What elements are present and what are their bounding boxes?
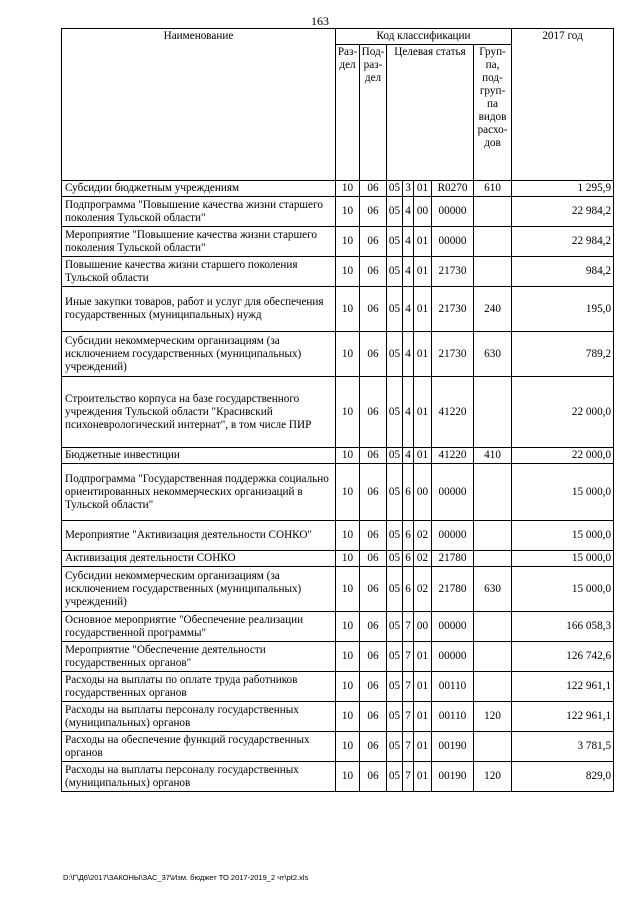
row-subsection: 06	[360, 551, 387, 567]
row-target-subprogram: 4	[403, 197, 414, 227]
header-row-1	[62, 29, 614, 45]
row-section: 10	[336, 287, 360, 332]
row-amount: 122 961,1	[512, 672, 614, 702]
row-target-program: 05	[387, 762, 403, 792]
table-row	[62, 762, 614, 792]
row-target-subprogram: 4	[403, 448, 414, 464]
row-target-direction: 00000	[432, 521, 474, 551]
header-section: Раз- дел	[336, 45, 360, 181]
row-target-direction: 00000	[432, 197, 474, 227]
row-target-program: 05	[387, 448, 403, 464]
row-target-direction: 41220	[432, 448, 474, 464]
file-path-footer: D:\Г\Д6\2017\ЗАКОНЫ\ЗАС_37\Изм. бюджет ТО 2017-2019_2 чт\pt2.xls	[63, 873, 309, 882]
row-expense-type	[474, 612, 512, 642]
row-amount: 15 000,0	[512, 521, 614, 551]
row-target-program: 05	[387, 287, 403, 332]
row-amount: 3 781,5	[512, 732, 614, 762]
row-target-subprogram: 7	[403, 612, 414, 642]
table-row	[62, 464, 614, 521]
row-expense-type: 120	[474, 702, 512, 732]
row-target-program: 05	[387, 332, 403, 377]
row-name: Субсидии некоммерческим организациям (за исключением государственных (муниципальных) учреждений)	[62, 332, 336, 377]
row-target-direction: 41220	[432, 377, 474, 448]
table-row	[62, 551, 614, 567]
row-target-event: 01	[414, 448, 432, 464]
row-target-program: 05	[387, 197, 403, 227]
row-amount: 195,0	[512, 287, 614, 332]
row-target-direction: 00000	[432, 464, 474, 521]
header-name: Наименование	[62, 29, 336, 181]
row-subsection: 06	[360, 702, 387, 732]
row-subsection: 06	[360, 332, 387, 377]
row-amount: 22 984,2	[512, 227, 614, 257]
row-amount: 789,2	[512, 332, 614, 377]
row-subsection: 06	[360, 672, 387, 702]
row-amount: 22 000,0	[512, 448, 614, 464]
row-target-program: 05	[387, 672, 403, 702]
row-target-program: 05	[387, 732, 403, 762]
table-row	[62, 642, 614, 672]
row-target-event: 01	[414, 642, 432, 672]
row-subsection: 06	[360, 642, 387, 672]
row-expense-type: 240	[474, 287, 512, 332]
row-target-direction: 00000	[432, 227, 474, 257]
page-number: 163	[311, 14, 329, 28]
row-target-program: 05	[387, 377, 403, 448]
table-row	[62, 287, 614, 332]
row-target-direction: 00110	[432, 672, 474, 702]
row-target-event: 01	[414, 702, 432, 732]
row-section: 10	[336, 702, 360, 732]
row-target-direction: R0270	[432, 181, 474, 197]
row-target-direction: 00000	[432, 642, 474, 672]
row-name: Субсидии бюджетным учреждениям	[62, 181, 336, 197]
row-subsection: 06	[360, 257, 387, 287]
row-subsection: 06	[360, 521, 387, 551]
row-target-program: 05	[387, 642, 403, 672]
row-section: 10	[336, 448, 360, 464]
row-subsection: 06	[360, 732, 387, 762]
row-target-program: 05	[387, 551, 403, 567]
row-target-subprogram: 6	[403, 567, 414, 612]
row-target-event: 00	[414, 464, 432, 521]
row-name: Бюджетные инвестиции	[62, 448, 336, 464]
row-expense-type: 410	[474, 448, 512, 464]
table-row	[62, 521, 614, 551]
row-amount: 126 742,6	[512, 642, 614, 672]
row-target-event: 00	[414, 197, 432, 227]
row-target-subprogram: 7	[403, 732, 414, 762]
row-section: 10	[336, 642, 360, 672]
row-name: Мероприятие "Активизация деятельности СОНКО"	[62, 521, 336, 551]
row-amount: 1 295,9	[512, 181, 614, 197]
row-amount: 22 000,0	[512, 377, 614, 448]
row-target-direction: 21780	[432, 551, 474, 567]
row-amount: 22 984,2	[512, 197, 614, 227]
row-section: 10	[336, 551, 360, 567]
row-expense-type	[474, 732, 512, 762]
row-target-direction: 21780	[432, 567, 474, 612]
row-target-program: 05	[387, 257, 403, 287]
row-target-subprogram: 6	[403, 521, 414, 551]
row-subsection: 06	[360, 227, 387, 257]
row-name: Основное мероприятие "Обеспечение реализации государственной программы"	[62, 612, 336, 642]
table-row	[62, 612, 614, 642]
row-target-subprogram: 4	[403, 332, 414, 377]
row-section: 10	[336, 612, 360, 642]
row-target-subprogram: 4	[403, 257, 414, 287]
row-section: 10	[336, 672, 360, 702]
row-subsection: 06	[360, 377, 387, 448]
row-expense-type	[474, 227, 512, 257]
row-expense-type	[474, 642, 512, 672]
row-target-program: 05	[387, 464, 403, 521]
row-expense-type: 630	[474, 567, 512, 612]
table-row	[62, 702, 614, 732]
row-amount: 166 058,3	[512, 612, 614, 642]
row-target-subprogram: 7	[403, 762, 414, 792]
row-target-event: 01	[414, 732, 432, 762]
row-name: Подпрограмма "Государственная поддержка социально ориентированных некоммерческих организаций в Тульской области"	[62, 464, 336, 521]
row-target-event: 01	[414, 332, 432, 377]
row-section: 10	[336, 377, 360, 448]
row-target-subprogram: 6	[403, 464, 414, 521]
row-name: Строительство корпуса на базе государственного учреждения Тульской области "Красивский психоневрологический интернат", в том числе ПИР	[62, 377, 336, 448]
row-target-direction: 00190	[432, 732, 474, 762]
row-amount: 829,0	[512, 762, 614, 792]
row-target-event: 01	[414, 287, 432, 332]
row-section: 10	[336, 567, 360, 612]
budget-table	[61, 28, 614, 792]
row-target-program: 05	[387, 181, 403, 197]
table-row	[62, 332, 614, 377]
row-section: 10	[336, 464, 360, 521]
row-name: Расходы на выплаты по оплате труда работников государственных органов	[62, 672, 336, 702]
row-subsection: 06	[360, 567, 387, 612]
row-target-event: 01	[414, 377, 432, 448]
row-name: Повышение качества жизни старшего поколения Тульской области	[62, 257, 336, 287]
table-row	[62, 257, 614, 287]
header-year: 2017 год	[512, 29, 614, 181]
table-row	[62, 567, 614, 612]
row-target-program: 05	[387, 612, 403, 642]
row-name: Расходы на обеспечение функций государственных органов	[62, 732, 336, 762]
header-target-article: Целевая статья	[387, 45, 474, 181]
row-subsection: 06	[360, 287, 387, 332]
row-target-subprogram: 7	[403, 672, 414, 702]
table-row	[62, 672, 614, 702]
row-name: Мероприятие "Обеспечение деятельности государственных органов"	[62, 642, 336, 672]
row-target-event: 02	[414, 567, 432, 612]
row-target-event: 01	[414, 181, 432, 197]
row-target-direction: 21730	[432, 332, 474, 377]
row-target-event: 01	[414, 762, 432, 792]
row-target-program: 05	[387, 702, 403, 732]
row-amount: 122 961,1	[512, 702, 614, 732]
table-row	[62, 448, 614, 464]
row-target-program: 05	[387, 521, 403, 551]
row-target-direction: 21730	[432, 257, 474, 287]
row-amount: 984,2	[512, 257, 614, 287]
row-name: Расходы на выплаты персоналу государственных (муниципальных) органов	[62, 702, 336, 732]
table-row	[62, 197, 614, 227]
row-section: 10	[336, 181, 360, 197]
row-section: 10	[336, 762, 360, 792]
header-expense-group: Груп- па, под- груп- па видов расхо- дов	[474, 45, 512, 181]
row-target-direction: 00000	[432, 612, 474, 642]
row-name: Субсидии некоммерческим организациям (за исключением государственных (муниципальных) учреждений)	[62, 567, 336, 612]
table-row	[62, 732, 614, 762]
row-section: 10	[336, 332, 360, 377]
row-name: Иные закупки товаров, работ и услуг для обеспечения государственных (муниципальных) нужд	[62, 287, 336, 332]
row-expense-type	[474, 672, 512, 702]
row-expense-type	[474, 257, 512, 287]
table-row	[62, 377, 614, 448]
row-section: 10	[336, 257, 360, 287]
row-target-event: 00	[414, 612, 432, 642]
row-section: 10	[336, 732, 360, 762]
row-target-direction: 00190	[432, 762, 474, 792]
row-target-subprogram: 6	[403, 551, 414, 567]
row-target-event: 02	[414, 521, 432, 551]
row-target-subprogram: 4	[403, 377, 414, 448]
header-subsection: Под- раз- дел	[360, 45, 387, 181]
row-expense-type	[474, 521, 512, 551]
row-subsection: 06	[360, 197, 387, 227]
row-subsection: 06	[360, 464, 387, 521]
row-target-program: 05	[387, 227, 403, 257]
row-target-subprogram: 3	[403, 181, 414, 197]
row-expense-type	[474, 551, 512, 567]
row-expense-type: 630	[474, 332, 512, 377]
row-subsection: 06	[360, 448, 387, 464]
row-target-direction: 21730	[432, 287, 474, 332]
row-target-event: 01	[414, 227, 432, 257]
row-target-event: 01	[414, 672, 432, 702]
row-subsection: 06	[360, 612, 387, 642]
row-section: 10	[336, 521, 360, 551]
row-target-subprogram: 4	[403, 287, 414, 332]
row-target-program: 05	[387, 567, 403, 612]
row-target-subprogram: 7	[403, 702, 414, 732]
table-row	[62, 181, 614, 197]
header-classification-code: Код классификации	[336, 29, 512, 45]
table-row	[62, 227, 614, 257]
row-name: Расходы на выплаты персоналу государственных (муниципальных) органов	[62, 762, 336, 792]
row-target-subprogram: 7	[403, 642, 414, 672]
row-expense-type: 610	[474, 181, 512, 197]
row-target-subprogram: 4	[403, 227, 414, 257]
row-name: Подпрограмма "Повышение качества жизни старшего поколения Тульской области"	[62, 197, 336, 227]
row-name: Активизация деятельности СОНКО	[62, 551, 336, 567]
row-target-direction: 00110	[432, 702, 474, 732]
row-target-event: 01	[414, 257, 432, 287]
row-name: Мероприятие "Повышение качества жизни старшего поколения Тульской области"	[62, 227, 336, 257]
row-subsection: 06	[360, 762, 387, 792]
row-expense-type	[474, 197, 512, 227]
row-expense-type	[474, 464, 512, 521]
row-amount: 15 000,0	[512, 551, 614, 567]
row-expense-type	[474, 377, 512, 448]
row-expense-type: 120	[474, 762, 512, 792]
row-amount: 15 000,0	[512, 464, 614, 521]
row-target-event: 02	[414, 551, 432, 567]
row-amount: 15 000,0	[512, 567, 614, 612]
row-subsection: 06	[360, 181, 387, 197]
row-section: 10	[336, 227, 360, 257]
row-section: 10	[336, 197, 360, 227]
